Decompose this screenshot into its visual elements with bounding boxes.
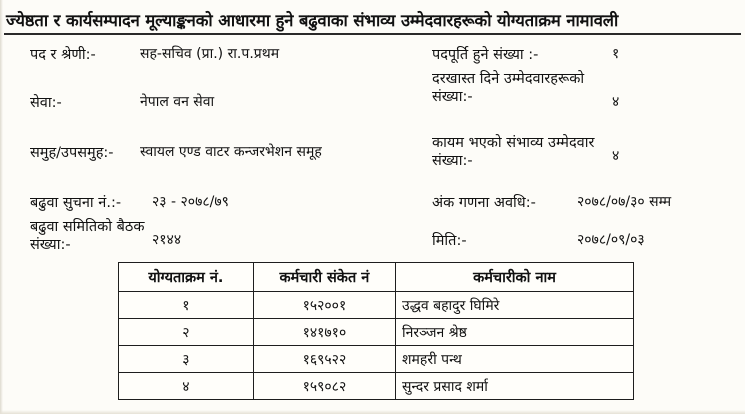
notice-label: बढुवा सुचना नं.:- [30, 195, 122, 211]
table-header-row [119, 263, 634, 292]
cell-rank: २ [119, 319, 254, 346]
post-value: सह-सचिव (प्रा.) रा.प.प्रथम [140, 46, 280, 62]
page-title: ज्येष्ठता र कार्यसम्पादन मूल्याङ्कनको आधारमा हुने बढुवाका संभाव्य उम्मेदवारहरूको योग्यताक्रम नामावली [6, 11, 619, 30]
scan-edge-bottom [0, 410, 745, 414]
group-value: स्वायल एण्ड वाटर कन्जरभेशन समूह [140, 144, 322, 160]
table-row [119, 292, 634, 319]
cell-name: सुन्दर प्रसाद शर्मा [396, 373, 634, 400]
eligible-value: ४ [612, 148, 620, 164]
vacancy-value: १ [612, 46, 620, 62]
cell-rank: १ [119, 292, 254, 319]
table-row [119, 346, 634, 373]
scan-edge-left [0, 0, 3, 414]
date-value: २०७८/०९/०३ [577, 232, 645, 248]
merit-list-table [118, 262, 634, 400]
applicants-value: ४ [612, 94, 620, 110]
header-name: कर्मचारीको नाम [396, 263, 634, 292]
committee-label: बढुवा समितिको बैठक संख्या:- [30, 219, 145, 254]
vacancy-label: पदपूर्ति हुने संख्या :- [432, 47, 539, 63]
header-code: कर्मचारी संकेत नं [253, 263, 395, 292]
applicants-label: दरखास्त दिने उम्मेदवारहरूको संख्या:- [432, 71, 585, 106]
cell-rank: ४ [119, 373, 254, 400]
cell-name: शमहरी पन्थ [396, 346, 634, 373]
eligible-label: कायम भएको संभाव्य उम्मेदवार संख्या:- [432, 135, 595, 170]
cell-name: उद्धव बहादुर घिमिरे [396, 292, 634, 319]
cell-code: १४१७१० [253, 319, 395, 346]
table-row [119, 319, 634, 346]
notice-value: २३ - २०७८/७९ [152, 194, 229, 210]
period-label: अंक गणना अवधि:- [432, 195, 536, 211]
post-label: पद र श्रेणी:- [30, 47, 96, 63]
service-value: नेपाल वन सेवा [140, 94, 215, 110]
date-label: मिति:- [432, 233, 467, 249]
table-row [119, 373, 634, 400]
cell-name: निरञ्जन श्रेष्ठ [396, 319, 634, 346]
cell-code: १५२००१ [253, 292, 395, 319]
title-divider [4, 33, 741, 35]
cell-code: १५९०८२ [253, 373, 395, 400]
header-rank: योग्यताक्रम नं. [119, 263, 254, 292]
service-label: सेवा:- [30, 95, 62, 111]
cell-code: १६९५२२ [253, 346, 395, 373]
period-value: २०७८/०७/३० सम्म [577, 194, 672, 210]
committee-value: २१४४ [152, 232, 182, 248]
cell-rank: ३ [119, 346, 254, 373]
group-label: समुह/उपसमुह:- [30, 145, 114, 161]
